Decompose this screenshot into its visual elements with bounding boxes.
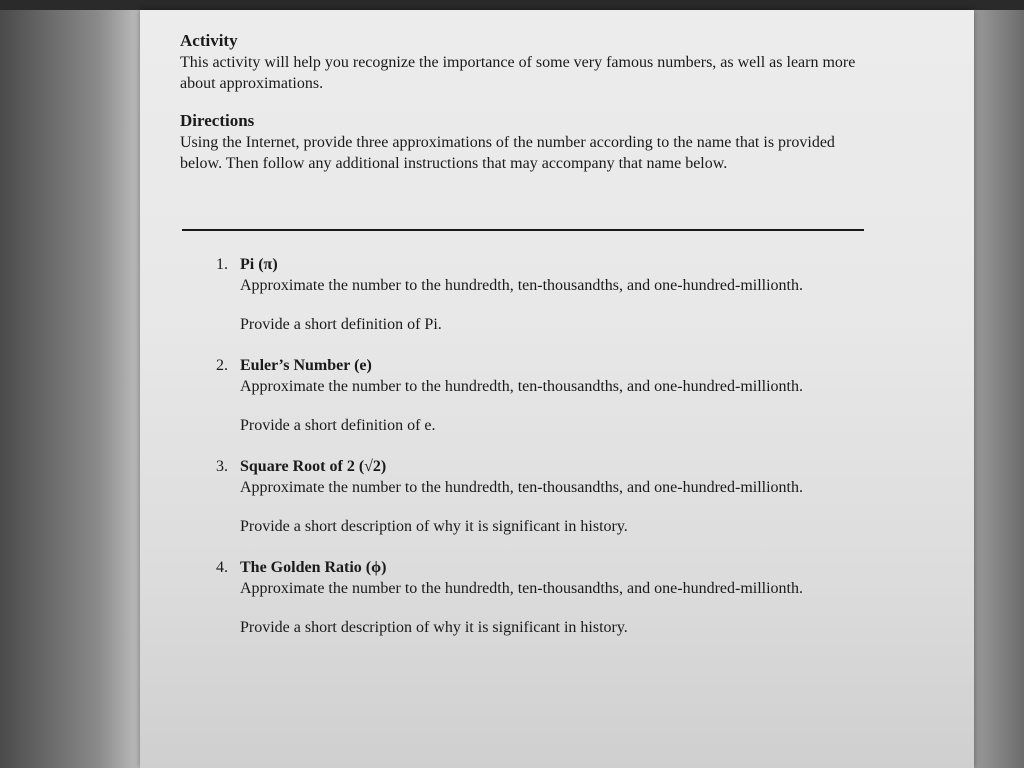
intro-section	[180, 30, 870, 174]
item-extra-text: Provide a short definition of e.	[240, 417, 436, 434]
list-item-pi	[216, 254, 856, 335]
activity-text: This activity will help you recognize the importance of some very famous numbers, as well as learn more about approximations.	[180, 54, 856, 92]
item-number: 2.	[216, 357, 228, 374]
item-approx-text: Approximate the number to the hundredth, ten-thousandths, and one-hundred-millionth.	[240, 580, 803, 597]
list-item-sqrt2	[216, 456, 856, 537]
item-extra-text: Provide a short definition of Pi.	[240, 316, 442, 333]
right-window-edge	[974, 10, 1024, 768]
item-title: Pi (π)	[240, 256, 278, 273]
monitor-top-bezel	[0, 0, 1024, 10]
directions-block	[180, 110, 870, 174]
item-title: The Golden Ratio (ϕ)	[240, 559, 387, 576]
activity-heading: Activity	[180, 31, 238, 50]
list-item-euler	[216, 355, 856, 436]
item-number: 4.	[216, 559, 228, 576]
list-item-golden-ratio	[216, 557, 856, 638]
left-window-edge	[0, 10, 140, 768]
item-approx-text: Approximate the number to the hundredth, ten-thousandths, and one-hundred-millionth.	[240, 378, 803, 395]
item-number: 1.	[216, 256, 228, 273]
item-extra-text: Provide a short description of why it is significant in history.	[240, 518, 628, 535]
item-number: 3.	[216, 458, 228, 475]
section-divider	[182, 229, 864, 231]
directions-text: Using the Internet, provide three approximations of the number according to the name that is provided below. Then follow any additional instructions that may accompany that name below.	[180, 134, 835, 172]
document-page	[140, 10, 974, 768]
item-approx-text: Approximate the number to the hundredth, ten-thousandths, and one-hundred-millionth.	[240, 479, 803, 496]
directions-heading: Directions	[180, 111, 255, 130]
item-title: Square Root of 2 (√2)	[240, 458, 387, 475]
numbers-list	[216, 254, 856, 638]
item-approx-text: Approximate the number to the hundredth, ten-thousandths, and one-hundred-millionth.	[240, 277, 803, 294]
item-title: Euler’s Number (e)	[240, 357, 372, 374]
item-extra-text: Provide a short description of why it is significant in history.	[240, 619, 628, 636]
